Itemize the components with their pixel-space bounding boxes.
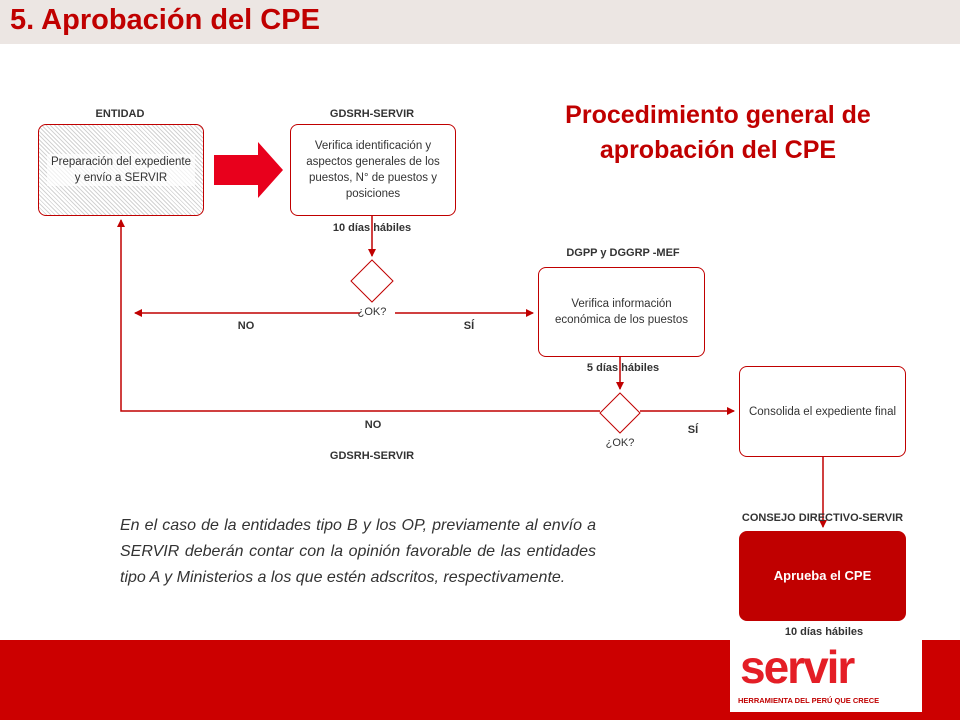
lane-entidad: ENTIDAD	[95, 108, 145, 120]
box-verifica-economica	[538, 267, 705, 357]
box-verifica-identificacion	[290, 124, 456, 216]
duration-gdsrh: 10 días hábiles	[332, 222, 412, 234]
logo-wordmark: servir	[740, 641, 854, 693]
box-aprueba	[739, 531, 906, 621]
box-verifica-economica-text: Verifica información económica de los puestos	[555, 298, 688, 326]
main-title-line-1: Procedimiento general de	[565, 101, 871, 129]
decision-ok1-label: ¿OK?	[357, 306, 387, 318]
box-aprueba-text: Aprueba el CPE	[773, 568, 872, 583]
box-consolida-text: Consolida el expediente final	[748, 405, 897, 418]
box-preparacion-text: Preparación del expediente y envío a SERVIR	[47, 154, 195, 186]
box-consolida	[739, 366, 906, 457]
logo-tagline: HERRAMIENTA DEL PERÚ QUE CRECE	[738, 696, 880, 705]
lane-consejo: CONSEJO DIRECTIVO-SERVIR	[741, 512, 904, 524]
decision-ok2-label: ¿OK?	[605, 437, 635, 449]
duration-mef: 5 días hábiles	[586, 362, 660, 374]
lane-gdsrh-top: GDSRH-SERVIR	[329, 108, 415, 120]
decision-diamond-1	[351, 260, 393, 302]
branch-no-1: NO	[237, 320, 255, 332]
big-arrow-icon	[214, 142, 283, 198]
branch-si-2: SÍ	[687, 424, 699, 436]
note-text: En el caso de la entidades tipo B y los OP, previamente al envío a SERVIR deberán contar con la opinión favorable de las entidades tipo A y Ministerios a los que estén adscritos, respectivamente.	[120, 517, 596, 586]
branch-si-1: SÍ	[463, 320, 475, 332]
slide-title: 5. Aprobación del CPE	[10, 4, 320, 36]
box-preparacion	[38, 124, 204, 216]
branch-no-2: NO	[364, 419, 382, 431]
servir-logo	[730, 640, 922, 712]
main-title-line-2: aprobación del CPE	[599, 136, 837, 164]
box-verifica-identificacion-text: Verifica identificación y aspectos generales de los puestos, N° de puestos y posiciones	[306, 140, 440, 200]
decision-diamond-2	[600, 393, 640, 433]
lane-gdsrh-bottom: GDSRH-SERVIR	[329, 450, 415, 462]
lane-dgpp: DGPP y DGGRP -MEF	[566, 247, 680, 259]
duration-consejo: 10 días hábiles	[784, 626, 864, 638]
